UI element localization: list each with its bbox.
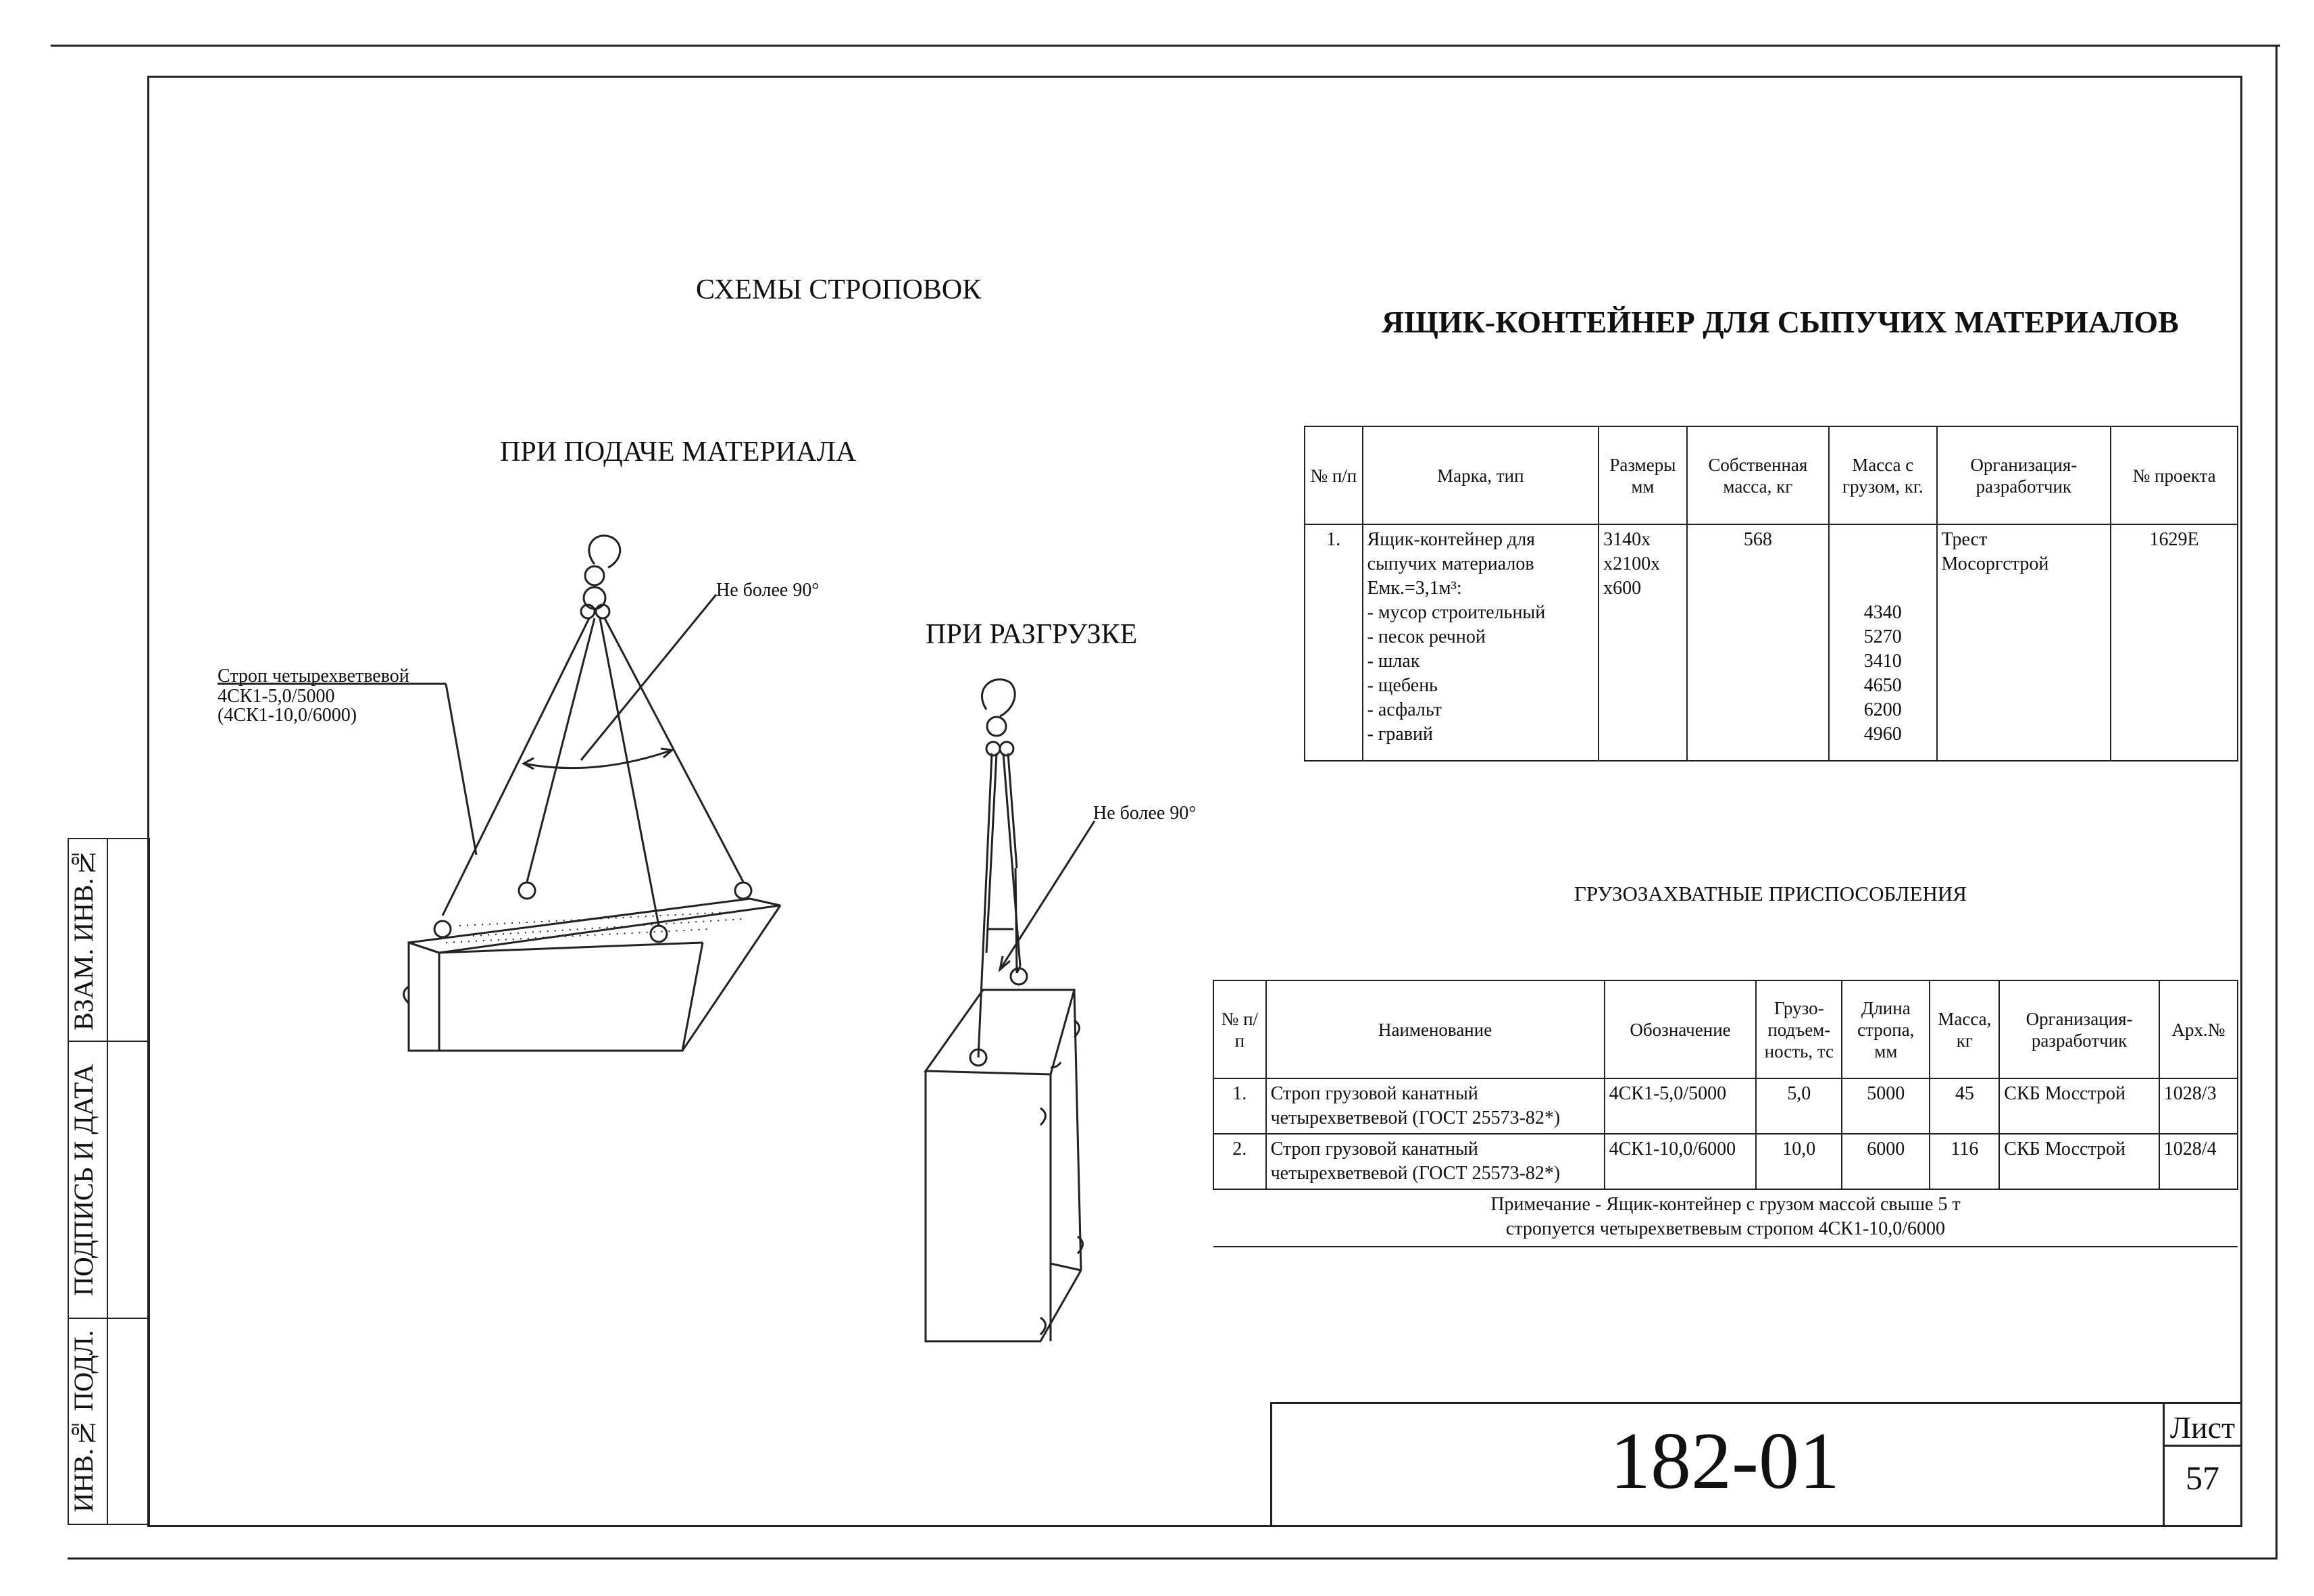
t1-row-name [1363,524,1599,761]
t2-row2-name: Строп грузовой канатный четырехветвевой (ГОСТ 25573-82*) [1266,1134,1605,1189]
t2-header-mass: Масса, кг [1930,980,1999,1078]
feeding-heading: ПРИ ПОДАЧЕ МАТЕРИАЛА [500,437,857,468]
drawing-code: 182-01 [1610,1416,1840,1505]
t1-row-own-mass: 568 [1687,524,1829,761]
t1-mass-value: 5270 [1863,626,1902,647]
t2-header-capacity: Грузо-подъем-ность, тс [1756,980,1842,1078]
devices-table [1213,980,2238,1247]
t1-name-line: - мусор строительный [1367,602,1546,623]
sheet-number: 57 [2186,1459,2219,1497]
t1-header-name: Марка, тип [1363,426,1599,524]
sling-label-2: 4СК1-5,0/5000 [218,686,335,707]
t2-row1-org: СКБ Мосстрой [1999,1078,2159,1134]
sheet-label: Лист [2169,1410,2236,1445]
t2-row2-capacity: 10,0 [1756,1134,1842,1189]
t2-row1-capacity: 5,0 [1756,1078,1842,1134]
t1-mass-value: 6200 [1863,699,1902,720]
t2-note-line-1: Примечание - Ящик-контейнер с грузом массой свыше 5 т [1490,1194,1961,1215]
t1-row-org [1937,524,2111,761]
t2-header-arch: Арх.№ [2159,980,2238,1078]
t1-header-num: № п/п [1305,426,1363,524]
t2-header-num: № п/п [1213,980,1266,1078]
t2-row2-length: 6000 [1842,1134,1930,1189]
t2-row2-arch: 1028/4 [2159,1134,2238,1189]
t2-header-name: Наименование [1266,980,1605,1078]
t2-row2-mass: 116 [1930,1134,1999,1189]
t2-row2-code: 4СК1-10,0/6000 [1605,1134,1757,1189]
schemes-heading: СХЕМЫ СТРОПОВОК [696,274,982,305]
t2-row1-length: 5000 [1842,1078,1930,1134]
t1-org-line: Трест [1941,529,1988,550]
container-table [1304,426,2238,762]
side-inv-podl: ИНВ.№ ПОДЛ. [68,1330,99,1513]
side-signature-date: ПОДПИСЬ И ДАТА [68,1064,99,1296]
title-block [1270,1402,2240,1525]
t1-mass-value: 4960 [1863,724,1902,745]
t1-name-line: - шлак [1367,651,1420,672]
sling-label-1: Строп четырехветвевой [218,666,409,687]
t1-name-line: Ящик-контейнер для [1367,529,1536,550]
sling-label-3: (4СК1-10,0/6000) [218,705,357,726]
t2-row1-arch: 1028/3 [2159,1078,2238,1134]
t1-header-size: Размеры мм [1599,426,1687,524]
t2-row1-name: Строп грузовой канатный четырехветвевой (ГОСТ 25573-82*) [1266,1078,1605,1134]
t1-name-line: - песок речной [1367,626,1486,647]
angle-label-right: Не более 90° [1093,803,1197,824]
t1-org-line: Мосоргстрой [1941,553,2049,574]
t1-row-mass [1829,524,1936,761]
t1-row-project: 1629Е [2111,524,2238,761]
t1-size-line: 3140х [1603,529,1651,550]
t1-mass-value: 4340 [1863,602,1902,623]
devices-heading: ГРУЗОЗАХВАТНЫЕ ПРИСПОСОБЛЕНИЯ [1574,882,1967,905]
t1-header-org: Организация-разработчик [1937,426,2111,524]
t2-header-length: Длина стропа, мм [1842,980,1930,1078]
t1-name-line: сыпучих материалов [1367,553,1534,574]
unloading-heading: ПРИ РАЗГРУЗКЕ [926,619,1138,650]
t2-header-code: Обозначение [1605,980,1757,1078]
t2-header-org: Организация-разработчик [1999,980,2159,1078]
t1-name-line: - щебень [1367,675,1438,696]
main-title: ЯЩИК-КОНТЕЙНЕР ДЛЯ СЫПУЧИХ МАТЕРИАЛОВ [1382,305,2179,339]
t1-header-project: № проекта [2111,426,2238,524]
t1-name-line: Емк.=3,1м³: [1367,578,1462,599]
side-vzam-inv: ВЗАМ. ИНВ.№ [68,847,99,1031]
t1-size-line: х2100х [1603,553,1661,574]
t1-mass-value: 4650 [1863,675,1902,696]
t2-row1-mass: 45 [1930,1078,1999,1134]
sheet-divider [2163,1404,2165,1525]
t1-header-own-mass: Собственная масса, кг [1687,426,1829,524]
hook-icon-left [581,536,620,618]
t2-note-line-2: стропуется четырехветвевым стропом 4СК1-10,0/6000 [1505,1218,1946,1239]
t1-row-size [1599,524,1687,761]
t1-name-line: - гравий [1367,724,1434,745]
t2-row1-num: 1. [1213,1078,1266,1134]
angle-label-left: Не более 90° [716,580,820,601]
t2-note [1213,1189,2238,1247]
t1-size-line: х600 [1603,578,1642,599]
t2-row1-code: 4СК1-5,0/5000 [1605,1078,1757,1134]
t2-row2-org: СКБ Мосстрой [1999,1134,2159,1189]
hook-icon-right [982,680,1015,755]
t1-mass-value: 3410 [1863,651,1902,672]
t1-header-mass: Масса с грузом, кг. [1829,426,1936,524]
t1-row-num: 1. [1305,524,1363,761]
t1-name-line: - асфальт [1367,699,1442,720]
t2-row2-num: 2. [1213,1134,1266,1189]
